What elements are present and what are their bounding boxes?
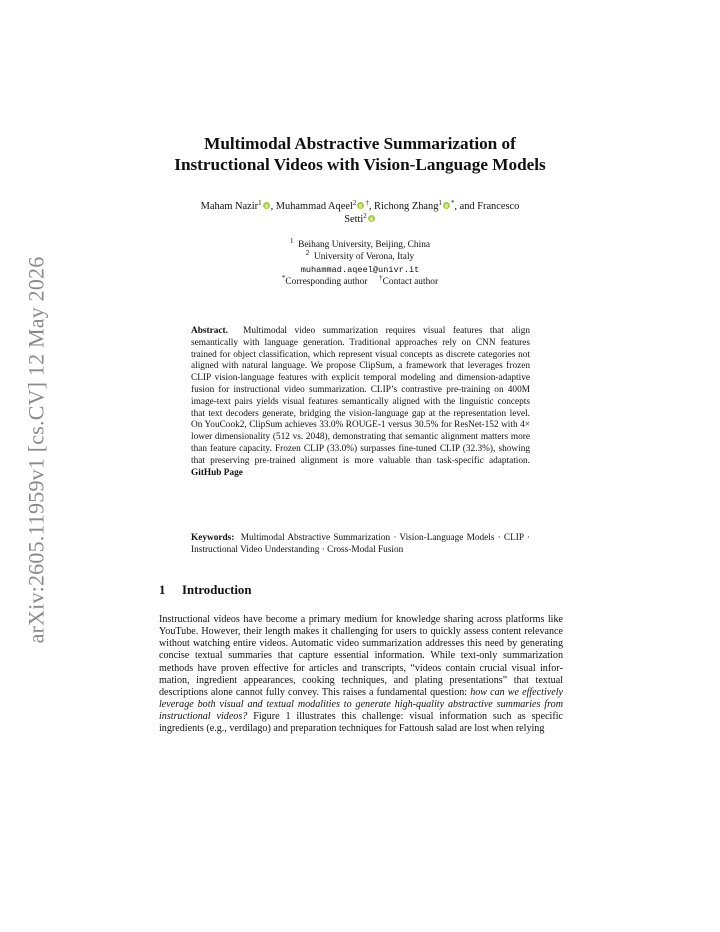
author-name: Setti — [344, 214, 364, 225]
corresponding-marker: * — [281, 274, 286, 283]
intro-paragraph — [159, 614, 563, 736]
intro-text-1: Instructional videos have become a primary medium for knowledge sharing across platforms like YouTube. However, their length makes it challenging for users to quickly assess content relevance without watching entire videos. Automatic video summarization addresses this need by generating concise textual summaries that capture essential information. While text-only summarization methods have proven effective for articles and transcripts, “videos contain crucial visual information, ingredient appearances, cooking techniques, and plating presentations” that textual descriptions alone cannot fully convey. This raises a fundamental question: — [159, 614, 563, 698]
abstract-text: Multimodal video summarization requires visual features that align semantically with language generation. Traditional approaches rely on CNN features trained for object classification, which represent visual concepts as discrete categories not aligned with natural language. We propose ClipSum, a framework that leverages frozen CLIP vision-language features with explicit temporal modeling and dimension-adaptive fusion for instructional video summarization. CLIP’s contrastive pre-training on 400M image-text pairs yields visual features semantically aligned with the linguistic concepts that text decoders generate, bridging the vision-language gap at the representation level. On YouCook2, ClipSum achieves 33.0% ROUGE-1 versus 30.5% for ResNet-152 with 4× lower dimensionality (512 vs. 2048), demonstrating that semantic alignment matters more than feature capacity. Frozen CLIP (33.0%) surpasses fine-tuned CLIP (32.3%), showing that preserving pre-trained alignment is more valuable than task-specific adaptation. — [191, 326, 530, 466]
keywords-text: Multimodal Abstractive Summarization · Vision-Language Models · CLIP · Instructional Video Understanding · Cross-Modal Fusion — [191, 533, 530, 555]
section-number: 1 — [159, 583, 166, 597]
affiliation-marker: 2 — [352, 199, 357, 207]
affiliation-number: 1 — [289, 237, 294, 245]
section-heading — [159, 583, 251, 598]
abstract — [191, 326, 530, 479]
github-link[interactable]: GitHub Page — [191, 467, 243, 478]
section-title: Introduction — [182, 583, 252, 597]
affiliation-text: University of Verona, Italy — [313, 252, 415, 263]
orcid-icon[interactable] — [263, 202, 270, 209]
arxiv-stamp-container — [22, 255, 50, 645]
intro-text-2: Figure 1 illustrates this challenge: visual information such as specific ingredients (e.g., verdilago) and preparation techniques for Fattoush salad are lost when relying — [159, 711, 564, 735]
orcid-icon[interactable] — [368, 215, 375, 222]
research-question: how can we effectively leverage both visual and textual modalities to generate high-quality abstractive summaries from instructional videos? — [159, 686, 563, 723]
title-line-1: Multimodal Abstractive Summarization of — [204, 134, 516, 153]
author-name: Muhammad Aqeel — [275, 201, 353, 212]
keywords-label: Keywords: — [191, 533, 235, 543]
affiliation-marker: 2 — [363, 212, 367, 220]
affiliation-1 — [200, 239, 520, 251]
affiliation-marker: 1 — [258, 199, 262, 207]
contact-marker: † — [379, 274, 383, 283]
keywords — [191, 533, 530, 557]
corresponding-marker: * — [450, 199, 455, 207]
contact-note: Contact author — [382, 277, 439, 288]
contact-marker: † — [365, 199, 369, 207]
affiliations — [200, 239, 520, 289]
author-name: Richong Zhang — [374, 201, 439, 212]
author-notes — [200, 276, 520, 288]
author-connector: , and Francesco — [454, 201, 520, 212]
author-name: Maham Nazir — [200, 201, 259, 212]
contact-email[interactable]: muhammad.aqeel@univr.it — [300, 264, 420, 275]
corresponding-note: Corresponding author — [285, 277, 368, 288]
orcid-icon[interactable] — [357, 202, 364, 209]
author-list: Maham Nazir$^1$ , Muhammad Aqeel$^2$ †, Richong Zhang$^1$ *, and Francesco Setti$^2$ — [200, 199, 520, 225]
orcid-icon[interactable] — [443, 202, 450, 209]
arxiv-stamp: arXiv:2605.11959v1 [cs.CV] 12 May 2026 — [23, 256, 49, 644]
abstract-label: Abstract. — [191, 326, 228, 336]
affiliation-2 — [200, 251, 520, 263]
paper-title — [120, 133, 600, 175]
affiliation-text: Beihang University, Beijing, China — [298, 240, 431, 250]
affiliation-marker: 1 — [438, 199, 442, 207]
affiliation-number: 2 — [305, 249, 310, 258]
title-line-2: Instructional Videos with Vision-Language Models — [174, 155, 546, 174]
